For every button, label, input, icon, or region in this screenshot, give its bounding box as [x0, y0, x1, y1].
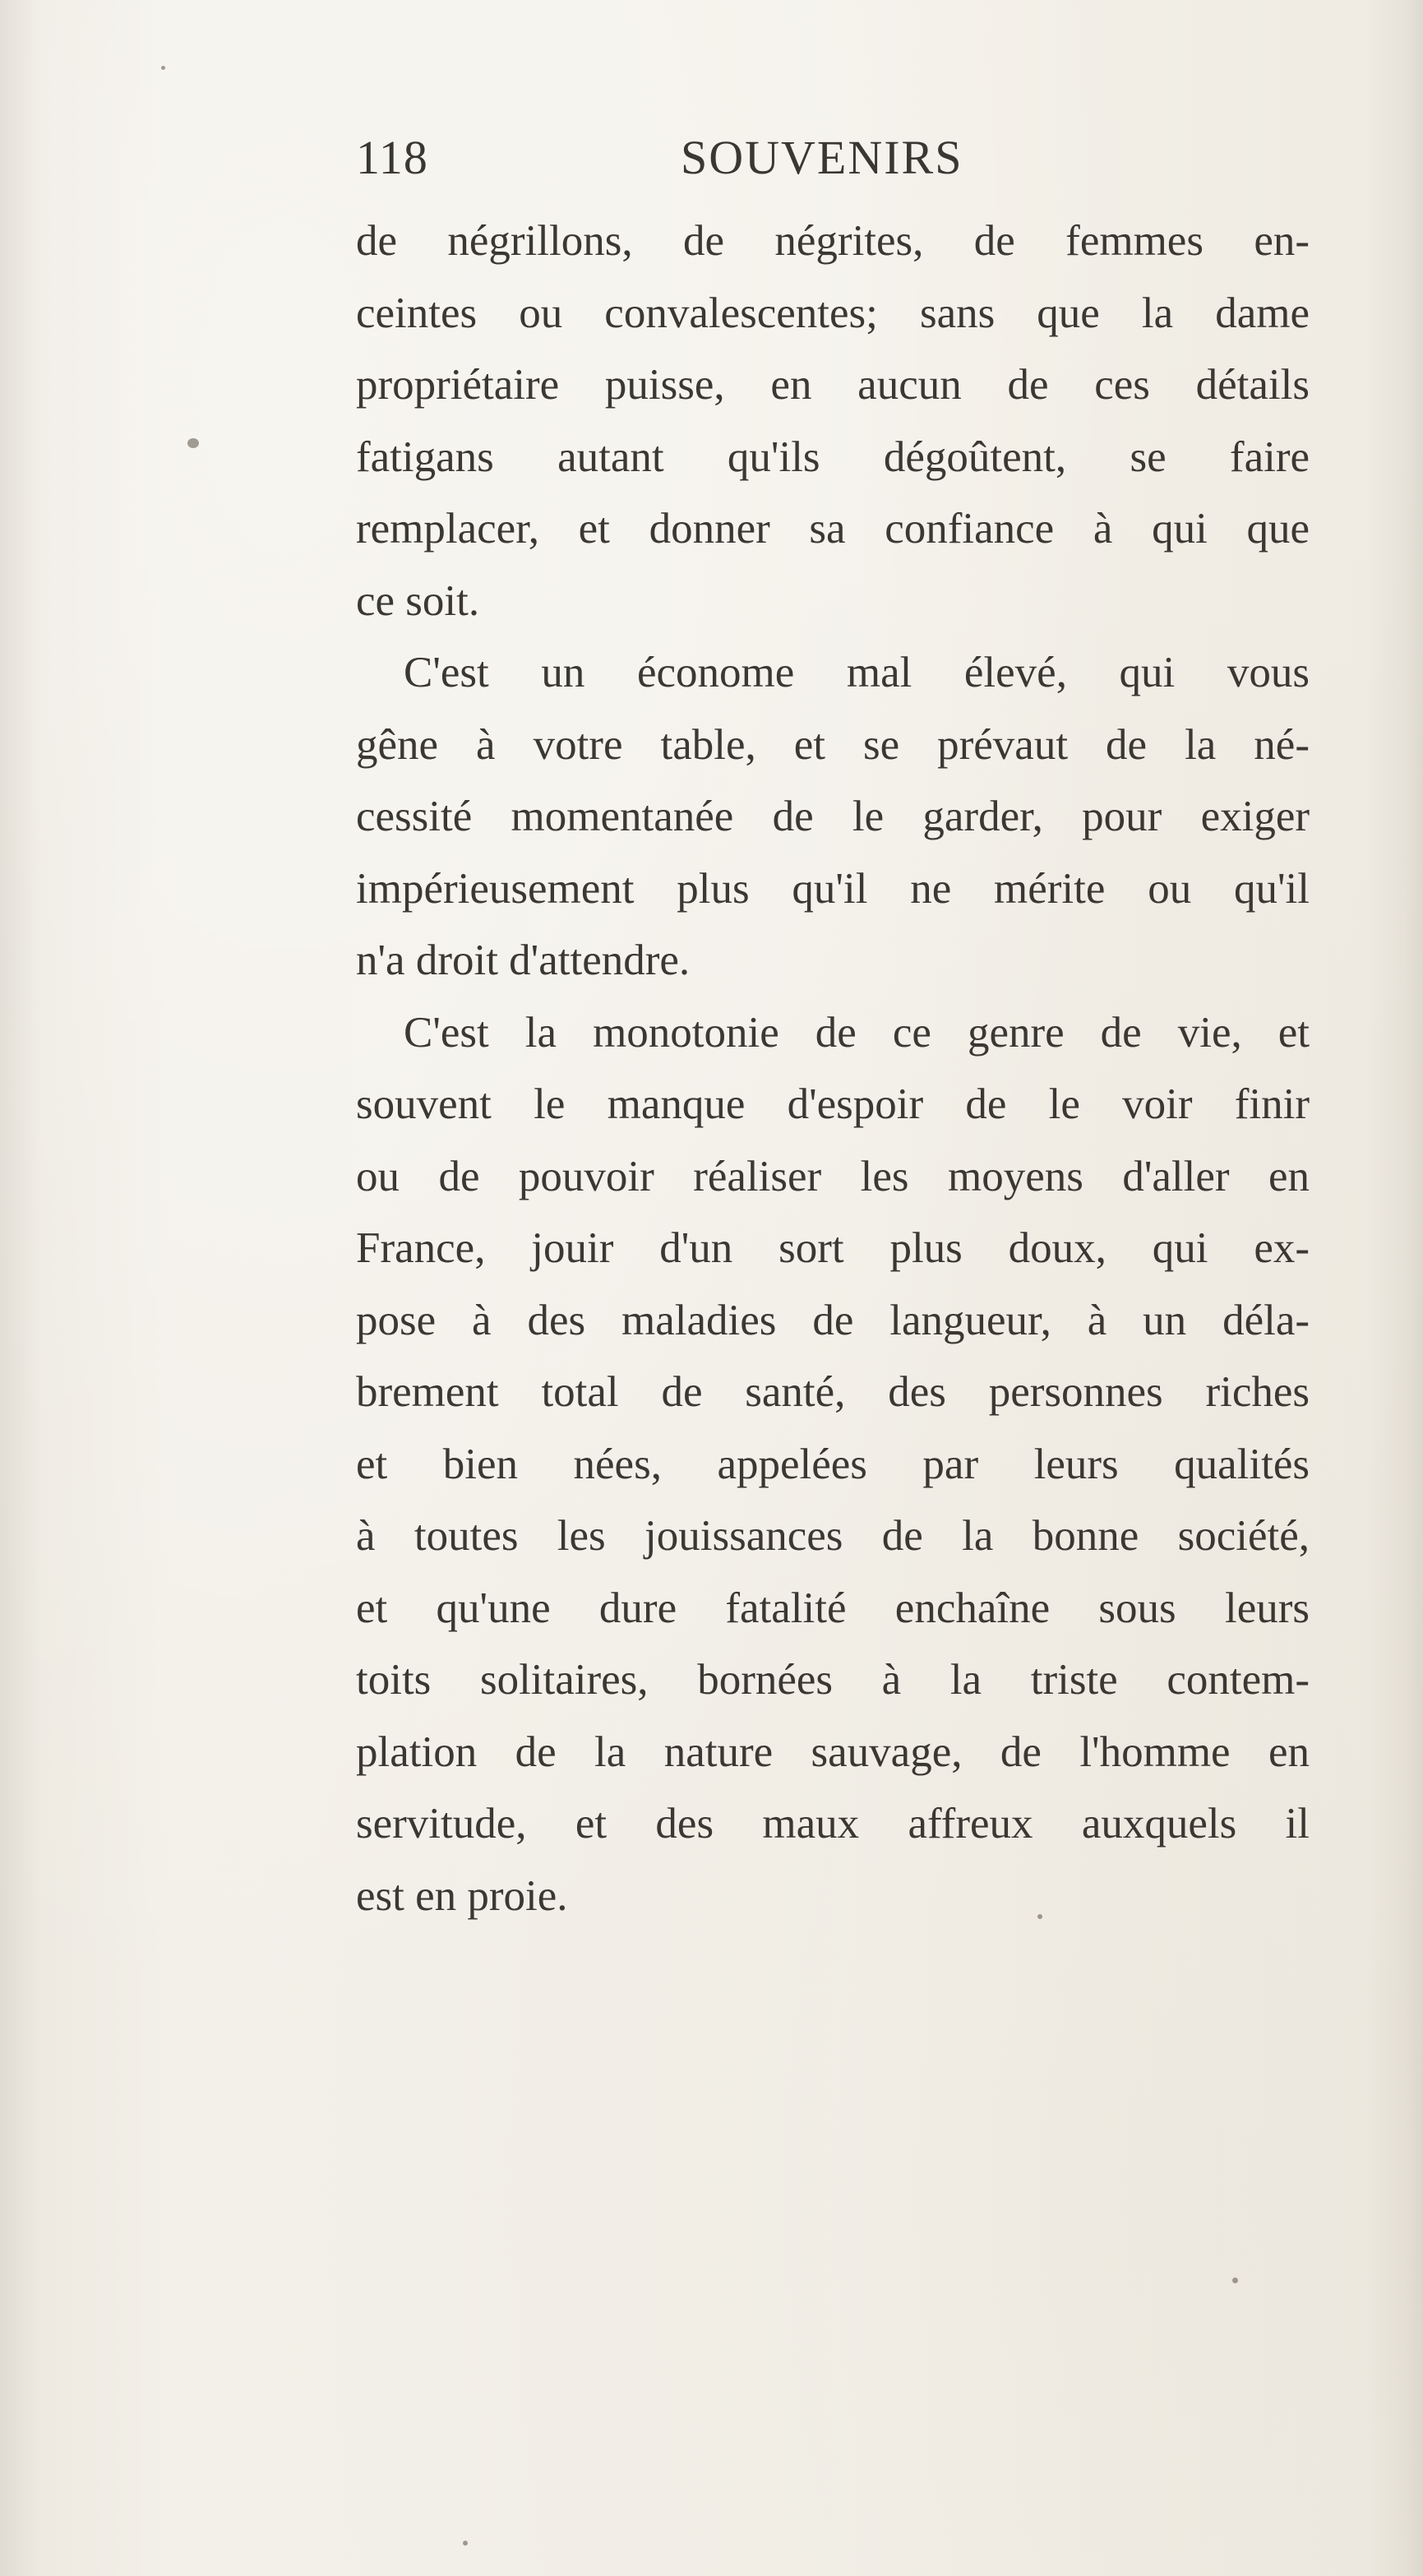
text-line: ceintes ou convalescentes; sans que la dame: [356, 289, 1310, 337]
text-line: plation de la nature sauvage, de l'homme en: [356, 1727, 1310, 1776]
text-line: France, jouir d'un sort plus doux, qui ex-: [356, 1224, 1310, 1272]
text-line: ce soit.: [356, 576, 480, 625]
text-line: fatigans autant qu'ils dégoûtent, se faire: [356, 432, 1310, 481]
text-line: est en proie.: [356, 1871, 568, 1920]
text-line: et qu'une dure fatalité enchaîne sous leurs: [356, 1584, 1310, 1632]
text-line: pose à des maladies de langueur, à un déla-: [356, 1296, 1310, 1344]
text-line: toits solitaires, bornées à la triste contem-: [356, 1656, 1310, 1704]
text-line: brement total de santé, des personnes riches: [356, 1368, 1310, 1416]
text-line: cessité momentanée de le garder, pour exiger: [356, 793, 1310, 840]
paper-speck: [161, 66, 165, 70]
page-edge-shadow: [1365, 0, 1423, 2576]
paragraph-3: [356, 997, 1310, 1933]
text-line: de négrillons, de négrites, de femmes en-: [356, 217, 1310, 265]
text-line: ou de pouvoir réaliser les moyens d'aller en: [356, 1152, 1310, 1200]
page-header: [356, 130, 1178, 196]
running-head: SOUVENIRS: [681, 131, 963, 184]
text-line: souvent le manque d'espoir de le voir finir: [356, 1080, 1310, 1128]
text-line: servitude, et des maux affreux auxquels il: [356, 1800, 1310, 1848]
text-line: à toutes les jouissances de la bonne société,: [356, 1512, 1310, 1560]
paper-speck: [187, 438, 199, 448]
page-number: 118: [356, 131, 428, 184]
text-line: C'est un économe mal élevé, qui vous: [404, 649, 1310, 696]
paragraph-2: [356, 637, 1310, 997]
paper-speck: [1037, 1914, 1042, 1919]
text-line: gêne à votre table, et se prévaut de la né-: [356, 720, 1310, 769]
paper-speck: [463, 2541, 468, 2546]
text-line: propriétaire puisse, en aucun de ces détails: [356, 361, 1310, 409]
page-gutter-shadow: [0, 0, 41, 2576]
body-text: [356, 206, 1310, 1932]
text-line: C'est la monotonie de ce genre de vie, et: [404, 1008, 1310, 1057]
paper-speck: [1232, 2278, 1238, 2283]
text-line: et bien nées, appelées par leurs qualités: [356, 1440, 1310, 1488]
text-line: remplacer, et donner sa confiance à qui que: [356, 505, 1310, 553]
paragraph-1: [356, 206, 1310, 637]
text-line: impérieusement plus qu'il ne mérite ou qu'il: [356, 864, 1310, 913]
text-line: n'a droit d'attendre.: [356, 937, 691, 984]
